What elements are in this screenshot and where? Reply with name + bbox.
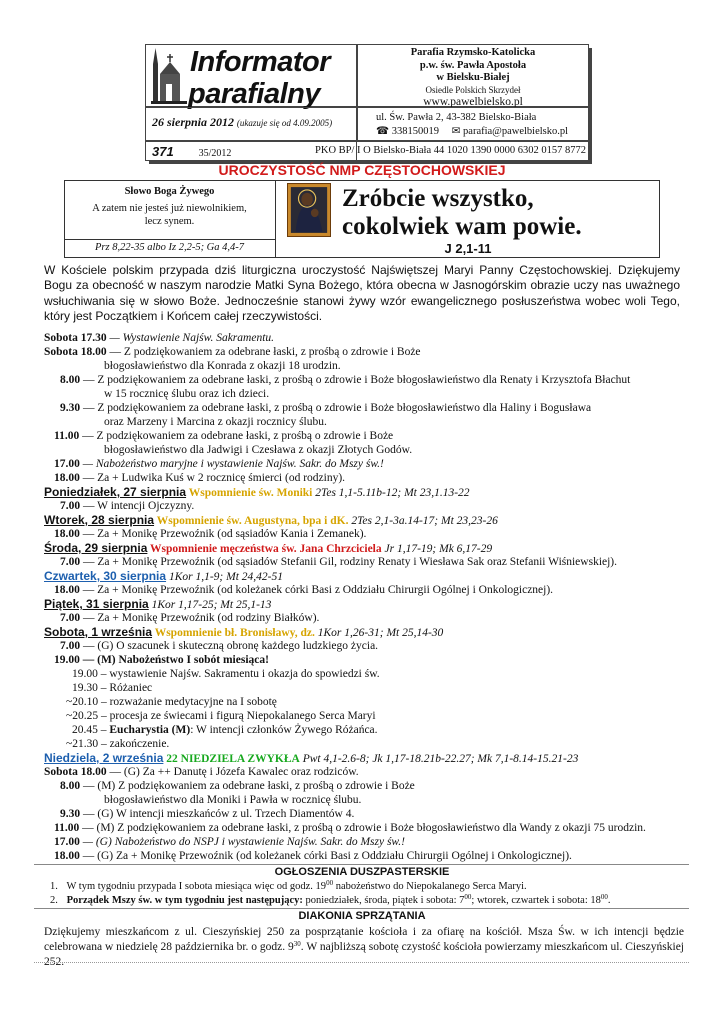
schedule-row-continued: błogosławieństwo dla Konrada z okazji 18 urodzin. xyxy=(104,360,341,372)
mass-intention: — (G) Nabożeństwo do NSPJ i wystawienie Najśw. Sakr. do Mszy św.! xyxy=(79,836,405,848)
gospel-quote xyxy=(342,185,582,242)
day-readings: 1Kor 1,26-31; Mt 25,14-30 xyxy=(314,627,444,639)
schedule-row xyxy=(44,345,684,359)
day-name: Niedziela, 2 września xyxy=(44,751,164,765)
schedule-row xyxy=(44,429,684,443)
day-header-tuesday xyxy=(44,513,684,528)
mass-intention: — W intencji Ojczyzny. xyxy=(80,500,195,512)
mass-intention: — Z podziękowaniem za odebrane łaski, z prośbą o zdrowie i Boże błogosławieństwo dla Haliny i Bogusława xyxy=(80,402,592,414)
mass-time: 11.00 xyxy=(54,430,80,442)
feast-title: UROCZYSTOŚĆ NMP CZĘSTOCHOWSKIEJ xyxy=(218,162,506,178)
gospel-quote-line2: cokolwiek wam powie. xyxy=(342,213,582,241)
service-step: ~21.30 – zakończenie. xyxy=(66,738,170,750)
announcement-text: . xyxy=(607,895,611,907)
schedule-row xyxy=(44,471,684,485)
superscript: 30 xyxy=(293,939,301,948)
madonna-icon xyxy=(287,183,331,237)
day-readings: 1Kor 1,1-9; Mt 24,42-51 xyxy=(166,571,283,583)
word-of-god-panel xyxy=(64,180,276,240)
mass-intention: — Za + Monikę Przewoźnik (od rodziny Białków). xyxy=(80,612,320,624)
church-icon xyxy=(151,46,187,104)
schedule-row-continued: błogosławieństwo dla Moniki i Pawła w rocznicę ślubu. xyxy=(104,794,362,806)
gospel-quote-line1: Zróbcie wszystko, xyxy=(342,185,534,212)
saint-memorial: Wspomnienie św. Augustyna, bpa i dK. xyxy=(154,515,349,527)
service-step: 19.30 – Różaniec xyxy=(72,682,153,694)
schedule-row xyxy=(44,555,684,569)
parish-info-box xyxy=(357,44,589,107)
mass-time: 17.00 xyxy=(54,836,80,848)
parish-website[interactable]: www.pawelbielsko.pl xyxy=(423,95,523,108)
word-text-2: lecz synem. xyxy=(144,216,195,228)
gospel-reference: J 2,1-11 xyxy=(444,241,492,256)
mass-intention: — Z podziękowaniem za odebrane łaski, z prośbą o zdrowie i Boże xyxy=(79,430,394,442)
mass-time: 9.30 xyxy=(60,808,81,820)
word-title: Słowo Boga Żywego xyxy=(124,186,215,197)
schedule-row xyxy=(44,373,684,387)
day-readings: Jr 1,17-19; Mk 6,17-29 xyxy=(381,543,493,555)
parish-line3: w Bielsku-Białej xyxy=(436,72,510,84)
mass-intention: — Z podziękowaniem za odebrane łaski, z prośbą o zdrowie i Boże błogosławieństwo dla Renaty i Krzysztofa Błachut xyxy=(80,374,631,386)
mass-time: 18.00 xyxy=(54,584,80,596)
day-name: Poniedziałek, 27 sierpnia xyxy=(44,485,187,499)
schedule-row xyxy=(44,779,684,793)
parish-line4: Osiedle Polskich Skrzydeł xyxy=(425,84,521,95)
mass-intention: — (M) Nabożeństwo I sobót miesiąca! xyxy=(79,654,269,666)
phone-icon: ☎ xyxy=(376,125,390,137)
mass-time: 18.00 xyxy=(54,472,80,484)
mass-intention: — (M) Z podziękowaniem za odebrane łaski, z prośbą o zdrowie i Boże xyxy=(80,780,415,792)
diakonia-text xyxy=(44,925,684,970)
divider xyxy=(34,864,689,865)
superscript: 00 xyxy=(464,893,472,902)
day-name: Czwartek, 30 sierpnia xyxy=(44,569,167,583)
mass-time: 7.00 xyxy=(60,640,81,652)
intro-paragraph: W Kościele polskim przypada dziś liturgiczna uroczystość Najświętszej Maryi Panny Częstochowskiej. Dziękujemy Bogu za obecność w naszym narodzie Matki Syna Bożego, która obecna w Jasnogórskim obrazie uczy nas uważnego wsłuchiwania się w słowo Boże. Jednocześnie stanowi żywy wzór ewangelicznego posłuszeństwa wobec woli Tego, który jest Początkiem i Końcem całej rzeczywistości. xyxy=(44,263,680,324)
diakonia-title: DIAKONIA SPRZĄTANIA xyxy=(298,910,426,922)
service-step xyxy=(44,723,684,737)
word-text-1: A zatem nie jesteś już niewolnikiem, xyxy=(92,202,247,214)
schedule-row xyxy=(44,401,684,415)
parish-address: ul. Św. Pawła 2, 43-382 Bielsko-Biała xyxy=(376,112,537,123)
day-header-saturday xyxy=(44,625,684,640)
day-name: Środa, 29 sierpnia xyxy=(44,541,148,555)
schedule-row xyxy=(44,835,684,849)
email-icon: ✉ xyxy=(451,125,461,137)
schedule-row xyxy=(44,331,684,345)
day-readings: Pwt 4,1-2.6-8; Jk 1,17-18.21b-22.27; Mk 7,1-8.14-15.21-23 xyxy=(299,753,579,765)
mass-intention: — Wystawienie Najśw. Sakramentu. xyxy=(106,332,275,344)
mass-time: 11.00 xyxy=(54,822,80,834)
mass-time: 9.30 xyxy=(60,402,81,414)
parish-phone: 338150019 xyxy=(391,125,439,137)
day-name: Sobota, 1 września xyxy=(44,625,153,639)
box-shadow-right xyxy=(589,48,592,164)
mass-time: 19.00 xyxy=(54,654,80,666)
mass-intention: — Za + Ludwika Kuś w 2 rocznicę śmierci (od rodziny). xyxy=(79,472,346,484)
mass-time: Sobota 18.00 xyxy=(44,346,107,358)
schedule-row-continued: oraz Marzeny i Marcina z okazji rocznicy ślubu. xyxy=(104,416,327,428)
day-name: Wtorek, 28 sierpnia xyxy=(44,513,155,527)
mass-time: 8.00 xyxy=(60,780,81,792)
mass-time: 8.00 xyxy=(60,374,81,386)
appears-since: (ukazuje się od 4.09.2005) xyxy=(236,118,333,128)
day-header-monday xyxy=(44,485,684,500)
masthead-title-line2: parafialny xyxy=(188,78,320,110)
issue-number: 371 xyxy=(152,144,174,159)
parish-email[interactable]: parafia@pawelbielsko.pl xyxy=(463,125,569,137)
announcement-bold: Porządek Mszy św. w tym tygodniu jest następujący: xyxy=(66,895,303,907)
schedule-row xyxy=(44,639,684,653)
mass-time: Sobota 17.30 xyxy=(44,332,107,344)
day-header-sunday xyxy=(44,751,684,766)
mass-intention: — (G) O szacunek i skuteczną obronę każdego ludzkiego życia. xyxy=(80,640,379,652)
day-header-thursday xyxy=(44,569,684,584)
address-box xyxy=(357,107,589,141)
mass-time: Sobota 18.00 xyxy=(44,766,107,778)
announcements-list xyxy=(44,880,684,908)
service-step: ~20.25 – procesja ze świecami i figurą Niepokalanego Serca Maryi xyxy=(66,710,376,722)
mass-intention: — Za + Monikę Przewoźnik (od sąsiadów Kania i Zemanek). xyxy=(79,528,367,540)
mass-intention: — Z podziękowaniem za odebrane łaski, z prośbą o zdrowie i Boże xyxy=(106,346,421,358)
announcement-item xyxy=(44,880,684,894)
issue-week: 35/2012 xyxy=(198,148,232,159)
bank-account: PKO BP/ I O Bielsko-Biała 44 1020 1390 0000 6302 0157 8772 xyxy=(284,141,589,161)
schedule-row xyxy=(44,765,684,779)
announcement-text: ; wtorek, czwartek i sobota: 18 xyxy=(471,895,601,907)
mass-intention: — (M) Z podziękowaniem za odebrane łaski, z prośbą o zdrowie i Boże błogosławieństwo dla Wandy z okazji 75 urodzin. xyxy=(79,822,646,834)
parish-line2: p.w. św. Pawła Apostoła xyxy=(419,59,527,71)
service-step-time: 20.45 – xyxy=(72,724,110,736)
mass-time: 7.00 xyxy=(60,500,81,512)
parish-line1: Parafia Rzymsko-Katolicka xyxy=(410,47,536,58)
schedule-row xyxy=(44,583,684,597)
service-step-text: : W intencji członków Żywego Różańca. xyxy=(190,724,378,736)
divider xyxy=(34,908,689,909)
schedule-row xyxy=(44,527,684,541)
announcements-title: OGŁOSZENIA DUSZPASTERSKIE xyxy=(274,866,450,878)
announcement-text: poniedziałek, środa, piątek i sobota: 7 xyxy=(302,895,465,907)
masthead-title-line1: Informator xyxy=(190,46,330,78)
mass-intention: — Za + Monikę Przewoźnik (od koleżanek córki Basi z Oddziału Chirurgii Ogólnej i Onkologicznej). xyxy=(79,584,554,596)
day-header-friday xyxy=(44,597,684,612)
mass-intention: — (G) W intencji mieszkańców z ul. Trzech Diamentów 4. xyxy=(80,808,355,820)
item-number: 2. xyxy=(50,895,58,907)
day-header-wednesday xyxy=(44,541,684,556)
service-step-title: Eucharystia (M) xyxy=(109,724,191,736)
issue-date: 26 sierpnia 2012 xyxy=(152,115,235,129)
diakonia-text-part: Dziękujemy mieszkańcom z ul. Cieszyńskiej 250 za posprzątanie kościoła i za ofiarę na kościół. Msza Św. w ich intencji będzie celebrowana w niedzielę 28 października br. o godz. 9 xyxy=(44,926,684,953)
schedule-row xyxy=(44,849,704,863)
saint-memorial: Wspomnienie bł. Bronisławy, dz. xyxy=(152,627,315,639)
mass-intention: — Za + Monikę Przewoźnik (od sąsiadów Stefanii Gil, rodziny Renaty i Wiesława Sak oraz Stefanii Wiśniewskiej). xyxy=(80,556,618,568)
diakonia-text-part: . W najbliższą sobotę czystość kościoła powierzamy mieszkańcom ul. Cieszyńskiej 252. xyxy=(44,940,684,968)
saint-memorial: Wspomnienie męczeństwa św. Jana Chrzciciela xyxy=(147,543,382,555)
schedule-row xyxy=(44,807,684,821)
announcement-item xyxy=(44,894,684,908)
mass-time: 7.00 xyxy=(60,612,81,624)
schedule-row xyxy=(44,457,684,471)
schedule-row xyxy=(44,653,684,667)
readings: Prz 8,22-35 albo Iz 2,2-5; Ga 4,4-7 xyxy=(64,240,276,258)
schedule-row-continued: w 15 rocznicę ślubu oraz ich dzieci. xyxy=(104,388,270,400)
divider xyxy=(34,962,689,963)
schedule-row xyxy=(44,821,684,835)
schedule-row-continued: błogosławieństwo dla Jadwigi i Czesława z okazji Złotych Godów. xyxy=(104,444,413,456)
day-readings: 1Kor 1,17-25; Mt 25,1-13 xyxy=(148,599,272,611)
day-readings: 2Tes 1,1-5.11b-12; Mt 23,1.13-22 xyxy=(312,487,470,499)
mass-intention: — (G) Za ++ Danutę i Józefa Kawalec oraz rodziców. xyxy=(106,766,359,778)
schedule-row xyxy=(44,611,684,625)
day-name: Piątek, 31 sierpnia xyxy=(44,597,149,611)
schedule-row xyxy=(44,499,684,513)
superscript: 00 xyxy=(600,893,608,902)
announcement-text: W tym tygodniu przypada I sobota miesiąca więc od godz. 19 xyxy=(66,881,327,892)
mass-intention: — Nabożeństwo maryjne i wystawienie Najśw. Sakr. do Mszy św.! xyxy=(79,458,384,470)
superscript: 00 xyxy=(326,879,334,887)
mass-time: 7.00 xyxy=(60,556,81,568)
day-readings: 2Tes 2,1-3a.14-17; Mt 23,23-26 xyxy=(348,515,498,527)
service-step: 19.00 – wystawienie Najśw. Sakramentu i okazja do spowiedzi św. xyxy=(72,668,380,680)
mass-time: 18.00 xyxy=(54,850,80,862)
mass-intention: — (G) Za + Monikę Przewoźnik (od koleżanek córki Basi z Oddziału Chirurgii Ogólnej i Onkologicznej). xyxy=(79,850,572,862)
mass-time: 18.00 xyxy=(54,528,80,540)
issue-date-box xyxy=(145,107,357,141)
mass-time: 17.00 xyxy=(54,458,80,470)
saint-memorial: Wspomnienie św. Moniki xyxy=(186,487,313,499)
announcement-text: nabożeństwo do Niepokalanego Serca Maryi. xyxy=(333,881,527,892)
sunday-title: 22 NIEDZIELA ZWYKŁA xyxy=(163,753,300,765)
service-step: ~20.10 – rozważanie medytacyjne na I sobotę xyxy=(66,696,277,708)
item-number: 1. xyxy=(50,881,58,892)
